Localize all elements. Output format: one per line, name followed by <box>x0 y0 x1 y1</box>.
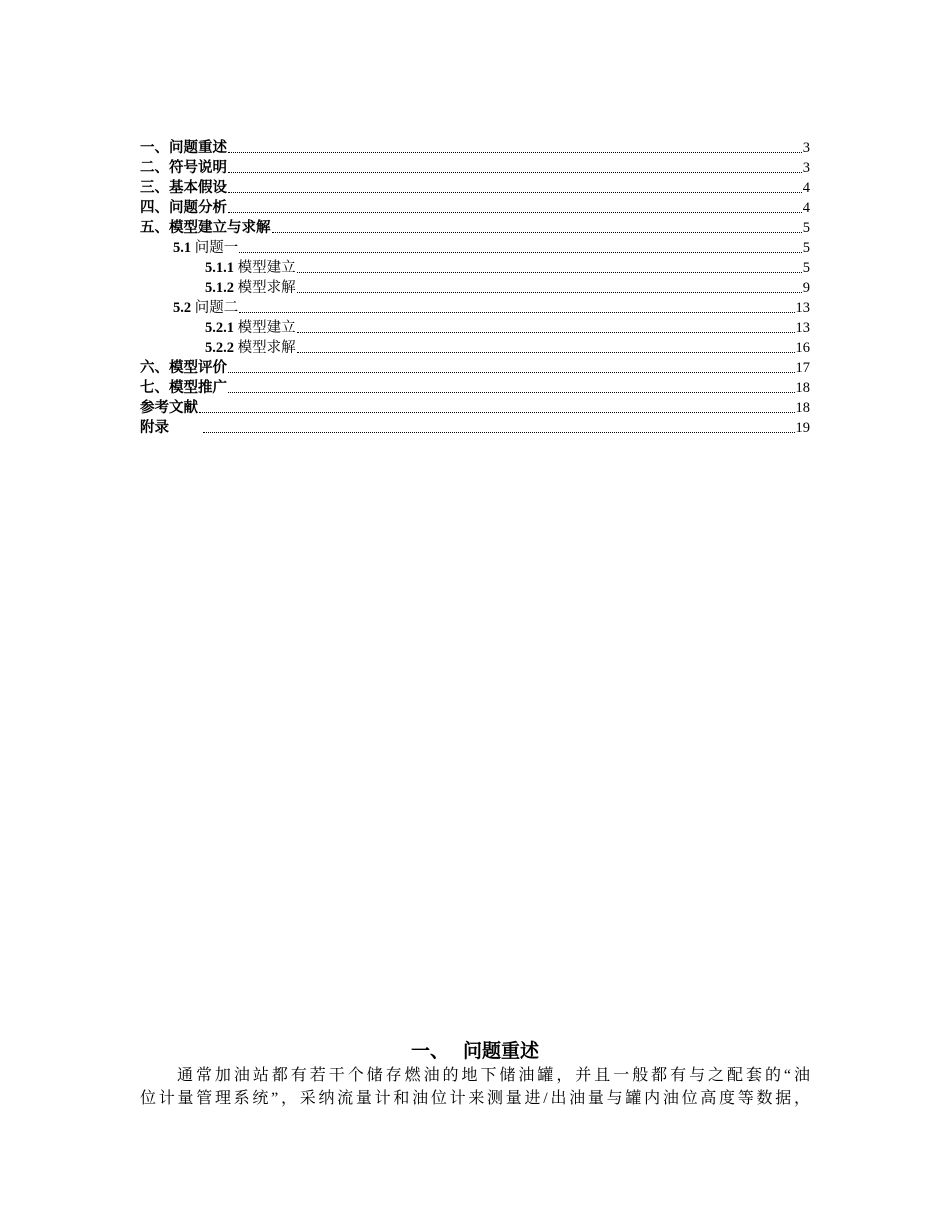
toc-page-number: 3 <box>802 160 810 176</box>
toc-entry[interactable] <box>140 178 810 198</box>
paragraph-line-1: 通常加油站都有若干个储存燃油的地下储油罐，并且一般都有与之配套的“油 <box>177 1067 810 1084</box>
toc-entry[interactable] <box>140 298 810 318</box>
toc-entry-title: 一、问题重述 <box>140 140 227 156</box>
toc-page-number: 5 <box>802 260 810 276</box>
table-of-contents <box>140 138 810 438</box>
toc-entry[interactable] <box>140 338 810 358</box>
toc-leader-dots <box>297 331 795 333</box>
section-paragraph <box>140 1064 810 1110</box>
toc-entry[interactable] <box>140 198 810 218</box>
toc-entry-title: 三、基本假设 <box>140 180 227 196</box>
toc-leader-dots <box>239 311 794 313</box>
toc-entry[interactable] <box>140 318 810 338</box>
section-problem-restatement <box>140 1038 810 1110</box>
toc-entry-title: 六、模型评价 <box>140 360 227 376</box>
toc-entry[interactable] <box>140 158 810 178</box>
toc-leader-dots <box>203 431 795 433</box>
toc-entry[interactable] <box>140 138 810 158</box>
section-number: 一、 <box>410 1040 449 1062</box>
toc-page-number: 19 <box>795 420 810 436</box>
toc-page-number: 9 <box>802 280 810 296</box>
toc-entry-title: 5.2.2 模型求解 <box>205 340 296 356</box>
toc-entry-title: 5.2 问题二 <box>173 300 239 316</box>
paragraph-line-2: 位计量管理系统”，采纳流量计和油位计来测量进/出油量与罐内油位高度等数据， <box>140 1090 810 1107</box>
toc-page-number: 13 <box>795 300 810 316</box>
toc-entry-title: 四、问题分析 <box>140 200 227 216</box>
toc-page-number: 18 <box>795 380 810 396</box>
toc-page-number: 4 <box>802 180 810 196</box>
toc-entry-title: 5.2.1 模型建立 <box>205 320 296 336</box>
toc-entry[interactable] <box>140 398 810 418</box>
toc-entry-title: 附录 <box>140 420 169 436</box>
toc-leader-dots <box>199 411 795 413</box>
toc-leader-dots <box>297 351 795 353</box>
toc-leader-dots <box>228 191 802 193</box>
toc-entry[interactable] <box>140 258 810 278</box>
toc-page-number: 5 <box>802 220 810 236</box>
toc-leader-dots <box>228 211 802 213</box>
toc-entry[interactable] <box>140 378 810 398</box>
toc-entry[interactable] <box>140 358 810 378</box>
toc-leader-dots <box>228 371 795 373</box>
toc-entry-title: 5.1.1 模型建立 <box>205 260 296 276</box>
toc-leader-dots <box>228 151 802 153</box>
toc-leader-dots <box>297 291 802 293</box>
toc-entry[interactable] <box>140 238 810 258</box>
toc-entry-title: 二、符号说明 <box>140 160 227 176</box>
toc-page-number: 3 <box>802 140 810 156</box>
toc-entry[interactable] <box>140 278 810 298</box>
toc-entry[interactable] <box>140 418 810 438</box>
toc-leader-dots <box>272 231 802 233</box>
toc-page-number: 17 <box>795 360 810 376</box>
toc-leader-dots <box>228 391 795 393</box>
toc-leader-dots <box>239 251 802 253</box>
toc-entry-title: 参考文献 <box>140 400 198 416</box>
toc-entry-title: 5.1.2 模型求解 <box>205 280 296 296</box>
toc-page-number: 18 <box>795 400 810 416</box>
toc-entry-title: 七、模型推广 <box>140 380 227 396</box>
toc-page-number: 13 <box>795 320 810 336</box>
section-heading <box>140 1038 810 1064</box>
toc-entry[interactable] <box>140 218 810 238</box>
toc-leader-dots <box>297 271 802 273</box>
toc-entry-title: 5.1 问题一 <box>173 240 239 256</box>
toc-entry-title: 五、模型建立与求解 <box>140 220 271 236</box>
toc-page-number: 5 <box>802 240 810 256</box>
section-title: 问题重述 <box>463 1040 540 1062</box>
toc-page-number: 16 <box>795 340 810 356</box>
toc-page-number: 4 <box>802 200 810 216</box>
toc-leader-dots <box>228 171 802 173</box>
